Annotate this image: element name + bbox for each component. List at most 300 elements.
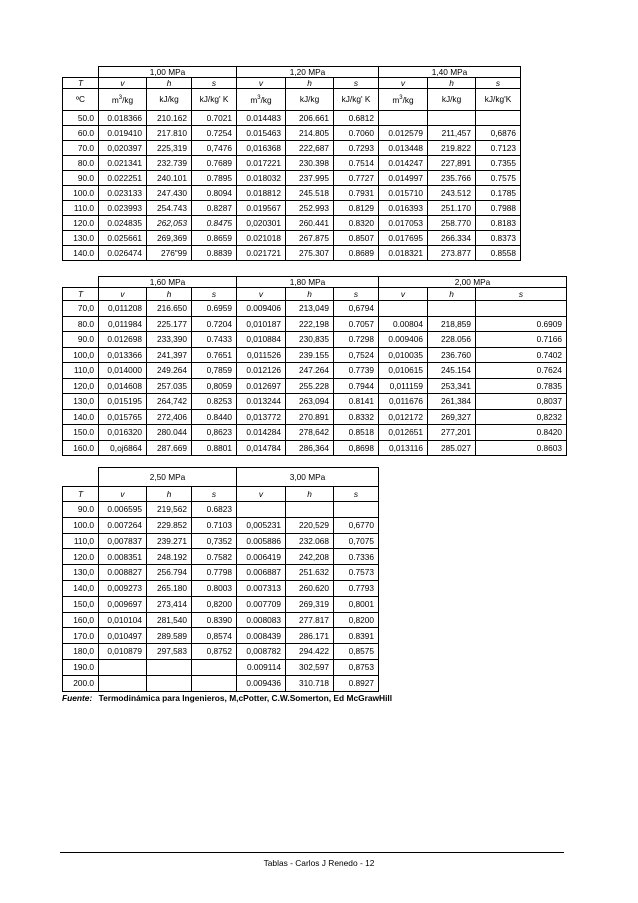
pressure-header: 2,00 MPa <box>379 277 567 288</box>
variable-label: s <box>192 487 237 502</box>
unit-label: kJ/kg <box>147 89 192 111</box>
source-text: Termodinámica para Ingenieros, M,cPotter, C.W.Somerton, Ed McGrawHill <box>98 693 393 703</box>
value-cell: 0,8001 <box>334 596 379 612</box>
value-cell: 251.170 <box>428 201 476 216</box>
value-cell: 0,oj6864 <box>99 440 147 456</box>
value-cell: 225.177 <box>147 316 192 332</box>
unit-label: ºC <box>63 89 99 111</box>
value-cell: 0.008439 <box>237 628 286 644</box>
table-row <box>63 409 567 425</box>
steam-table-2 <box>62 276 567 456</box>
value-cell: 253,341 <box>428 378 476 394</box>
unit-label: kJ/kg <box>286 89 334 111</box>
value-cell: 256.794 <box>147 565 192 581</box>
value-cell: 245.154 <box>428 363 476 379</box>
temperature-cell: 120,0 <box>63 378 99 394</box>
value-cell: 0.014284 <box>237 425 286 441</box>
value-cell: 297,583 <box>147 644 192 660</box>
value-cell <box>99 675 147 691</box>
value-cell: 286,364 <box>286 440 334 456</box>
value-cell: 264,742 <box>147 394 192 410</box>
value-cell: 239.155 <box>286 347 334 363</box>
value-cell: 0.1785 <box>476 186 521 201</box>
variable-label: h <box>286 288 334 301</box>
table-row <box>63 332 567 348</box>
value-cell: 0.014247 <box>379 156 428 171</box>
variable-label: h <box>147 288 192 301</box>
value-cell: 270.891 <box>286 409 334 425</box>
value-cell: 273.877 <box>428 246 476 261</box>
value-cell <box>379 111 428 126</box>
table-row <box>63 301 567 317</box>
value-cell: 0,010497 <box>99 628 147 644</box>
variable-label: s <box>192 78 237 89</box>
variable-label: v <box>99 78 147 89</box>
variable-label: h <box>428 78 476 89</box>
value-cell: 0.8927 <box>334 675 379 691</box>
value-cell: 0,014784 <box>237 440 286 456</box>
value-cell: 0,016368 <box>237 141 286 156</box>
value-cell: 0.7624 <box>476 363 567 379</box>
value-cell: 260.620 <box>286 580 334 596</box>
temperature-cell: 170.0 <box>63 628 99 644</box>
value-cell: 0.8420 <box>476 425 567 441</box>
value-cell: 0.8518 <box>334 425 379 441</box>
value-cell: 0.8391 <box>334 628 379 644</box>
value-cell: 241,397 <box>147 347 192 363</box>
value-cell: 0.8558 <box>476 246 521 261</box>
value-cell: 0.021721 <box>237 246 286 261</box>
value-cell: 206.661 <box>286 111 334 126</box>
value-cell: 0.8183 <box>476 216 521 231</box>
value-cell: 0,7524 <box>334 347 379 363</box>
value-cell <box>476 301 567 317</box>
temperature-cell: 120.0 <box>63 549 99 565</box>
value-cell: 0,7352 <box>192 533 237 549</box>
value-cell <box>286 502 334 518</box>
value-cell: 0.7514 <box>334 156 379 171</box>
variable-label: s <box>334 288 379 301</box>
value-cell: 0,8574 <box>192 628 237 644</box>
value-cell: 225,319 <box>147 141 192 156</box>
variable-label: h <box>286 78 334 89</box>
temperature-cell: 160.0 <box>63 440 99 456</box>
value-cell: 0,020301 <box>237 216 286 231</box>
value-cell: 0,010615 <box>379 363 428 379</box>
value-cell: 0,6794 <box>334 301 379 317</box>
value-cell <box>334 502 379 518</box>
value-cell: 0,010884 <box>237 332 286 348</box>
value-cell: 0.7944 <box>334 378 379 394</box>
unit-label: $m^3/kg$ <box>379 89 428 111</box>
value-cell: 0.013448 <box>379 141 428 156</box>
value-cell: 240.101 <box>147 171 192 186</box>
temperature-cell: 140.0 <box>63 246 99 261</box>
value-cell: 247.264 <box>286 363 334 379</box>
value-cell: 0,013366 <box>99 347 147 363</box>
value-cell: 0.7123 <box>476 141 521 156</box>
value-cell: 0,011208 <box>99 301 147 317</box>
value-cell: 0.7402 <box>476 347 567 363</box>
variable-label: v <box>237 288 286 301</box>
value-cell: 0.7355 <box>476 156 521 171</box>
value-cell: 0.8659 <box>192 231 237 246</box>
unit-label: $m^3/kg$ <box>237 89 286 111</box>
value-cell: 261,384 <box>428 394 476 410</box>
value-cell: 228.056 <box>428 332 476 348</box>
table-row <box>63 186 521 201</box>
temperature-cell: 190.0 <box>63 659 99 675</box>
value-cell: 0,7859 <box>192 363 237 379</box>
value-cell: 232.068 <box>286 533 334 549</box>
temperature-cell: 120.0 <box>63 216 99 231</box>
temperature-cell: 130,0 <box>63 565 99 581</box>
temperature-cell: 130.0 <box>63 231 99 246</box>
temperature-cell: 180,0 <box>63 644 99 660</box>
value-cell: 0.012126 <box>237 363 286 379</box>
value-cell <box>99 659 147 675</box>
variable-label: h <box>428 288 476 301</box>
value-cell: 277,201 <box>428 425 476 441</box>
value-cell: 0,011676 <box>379 394 428 410</box>
value-cell: 0,016320 <box>99 425 147 441</box>
value-cell: 302,597 <box>286 659 334 675</box>
table-row <box>63 580 379 596</box>
value-cell: 0.6823 <box>192 502 237 518</box>
table-row <box>63 533 379 549</box>
value-cell: 0.007264 <box>99 517 147 533</box>
value-cell: 0.7739 <box>334 363 379 379</box>
variable-label: s <box>476 288 567 301</box>
steam-table-3 <box>62 467 379 692</box>
temperature-cell: 70.0 <box>63 141 99 156</box>
value-cell: 0,005231 <box>237 517 286 533</box>
value-cell: 248.192 <box>147 549 192 565</box>
variable-label: h <box>147 78 192 89</box>
value-cell: 0.8373 <box>476 231 521 246</box>
value-cell: 0.018812 <box>237 186 286 201</box>
source-label: Fuente: <box>62 693 93 703</box>
page-footer: Tablas - Carlos J Renedo - 12 <box>263 858 375 868</box>
value-cell: 0.019410 <box>99 126 147 141</box>
value-cell: 0.8689 <box>334 246 379 261</box>
variable-label: v <box>237 487 286 502</box>
table-row <box>63 141 521 156</box>
value-cell: 0.8141 <box>334 394 379 410</box>
value-cell: 0.8320 <box>334 216 379 231</box>
value-cell: 0.026474 <box>99 246 147 261</box>
temperature-cell: 70,0 <box>63 301 99 317</box>
value-cell: 245.518 <box>286 186 334 201</box>
value-cell: 0.018366 <box>99 111 147 126</box>
value-cell: 0.016393 <box>379 201 428 216</box>
value-cell: 0,8037 <box>476 394 567 410</box>
value-cell: 0,011526 <box>237 347 286 363</box>
value-cell: 0.022251 <box>99 171 147 186</box>
pressure-header: 1,80 MPa <box>237 277 379 288</box>
footer-divider <box>60 852 564 853</box>
value-cell: 0.7060 <box>334 126 379 141</box>
value-cell: 0.7293 <box>334 141 379 156</box>
value-cell: 0.6812 <box>334 111 379 126</box>
variable-label: h <box>147 487 192 502</box>
value-cell: 0,010104 <box>99 612 147 628</box>
value-cell: 0.8287 <box>192 201 237 216</box>
unit-label: $m^3/kg$ <box>99 89 147 111</box>
value-cell: 0.007709 <box>237 596 286 612</box>
value-cell: 278,642 <box>286 425 334 441</box>
value-cell: 0.7298 <box>334 332 379 348</box>
temperature-cell: 80.0 <box>63 316 99 332</box>
value-cell: 0,012651 <box>379 425 428 441</box>
value-cell: 0.8440 <box>192 409 237 425</box>
table-row <box>63 502 379 518</box>
value-cell: 0.8129 <box>334 201 379 216</box>
temperature-cell: 110,0 <box>63 533 99 549</box>
value-cell: 0,009273 <box>99 580 147 596</box>
value-cell: 0.019567 <box>237 201 286 216</box>
temperature-cell: 80.0 <box>63 156 99 171</box>
value-cell: 267.875 <box>286 231 334 246</box>
pressure-header-row <box>63 67 521 78</box>
variable-label: h <box>286 487 334 502</box>
value-cell <box>192 675 237 691</box>
value-cell: 0,015195 <box>99 394 147 410</box>
value-cell: 254.743 <box>147 201 192 216</box>
value-cell: 0,8200 <box>334 612 379 628</box>
value-cell: 265.180 <box>147 580 192 596</box>
value-cell: 0.7582 <box>192 549 237 565</box>
value-cell: 0,8623 <box>192 425 237 441</box>
value-cell: 0.8475 <box>192 216 237 231</box>
value-cell: 239.271 <box>147 533 192 549</box>
value-cell: 252.993 <box>286 201 334 216</box>
value-cell: 0.015463 <box>237 126 286 141</box>
value-cell: 235.766 <box>428 171 476 186</box>
table-row <box>63 201 521 216</box>
value-cell: 0.017221 <box>237 156 286 171</box>
value-cell: 0,015765 <box>99 409 147 425</box>
pressure-header: 3,00 MPa <box>237 468 379 487</box>
value-cell: 230.398 <box>286 156 334 171</box>
value-cell: 0.009406 <box>379 332 428 348</box>
value-cell: 210.162 <box>147 111 192 126</box>
value-cell: 0.006595 <box>99 502 147 518</box>
value-cell <box>379 301 428 317</box>
variable-label: s <box>334 78 379 89</box>
value-cell: 0.7575 <box>476 171 521 186</box>
value-cell: 275.307 <box>286 246 334 261</box>
value-cell: 0,009697 <box>99 596 147 612</box>
unit-label: kJ/kg' K <box>192 89 237 111</box>
value-cell: 255.228 <box>286 378 334 394</box>
value-cell: 0.023133 <box>99 186 147 201</box>
table-row <box>63 126 521 141</box>
value-cell: 0.012698 <box>99 332 147 348</box>
value-cell: 217.810 <box>147 126 192 141</box>
variable-header-row <box>63 487 379 502</box>
value-cell: 0.6959 <box>192 301 237 317</box>
value-cell: 0,8059 <box>192 378 237 394</box>
table-row <box>63 156 521 171</box>
value-cell: 0,011984 <box>99 316 147 332</box>
value-cell: 0.7651 <box>192 347 237 363</box>
temperature-cell: 100,0 <box>63 347 99 363</box>
value-cell: 0,6770 <box>334 517 379 533</box>
pressure-header-row <box>63 468 379 487</box>
unit-label: kJ/kg'K <box>476 89 521 111</box>
value-cell: 0.8332 <box>334 409 379 425</box>
value-cell: 281,540 <box>147 612 192 628</box>
value-cell <box>147 675 192 691</box>
table-row <box>63 425 567 441</box>
value-cell: 0,020397 <box>99 141 147 156</box>
value-cell: 280.044 <box>147 425 192 441</box>
value-cell: 0.018321 <box>379 246 428 261</box>
table-row <box>63 246 521 261</box>
value-cell: 266.334 <box>428 231 476 246</box>
pressure-header: 1,20 MPa <box>237 67 379 78</box>
value-cell: 222,198 <box>286 316 334 332</box>
value-cell: 0.7798 <box>192 565 237 581</box>
temperature-cell: 130,0 <box>63 394 99 410</box>
steam-table-1 <box>62 66 521 261</box>
value-cell: 257.035 <box>147 378 192 394</box>
table-row <box>63 347 567 363</box>
value-cell: 0,010035 <box>379 347 428 363</box>
table-row <box>63 549 379 565</box>
value-cell: 0.021341 <box>99 156 147 171</box>
value-cell: 269,319 <box>286 596 334 612</box>
value-cell: 0.8253 <box>192 394 237 410</box>
value-cell: 260.441 <box>286 216 334 231</box>
value-cell: 214.805 <box>286 126 334 141</box>
value-cell: 0.014997 <box>379 171 428 186</box>
temperature-cell: 110.0 <box>63 201 99 216</box>
unit-label: kJ/kg' K <box>334 89 379 111</box>
value-cell: 0,013772 <box>237 409 286 425</box>
value-cell: 230,835 <box>286 332 334 348</box>
variable-label: v <box>99 288 147 301</box>
value-cell: 0.8801 <box>192 440 237 456</box>
value-cell: 232.739 <box>147 156 192 171</box>
temperature-cell: 150,0 <box>63 596 99 612</box>
value-cell: 277.817 <box>286 612 334 628</box>
value-cell: 0.8094 <box>192 186 237 201</box>
table-row <box>63 517 379 533</box>
value-cell <box>428 301 476 317</box>
temperature-cell: 90.0 <box>63 171 99 186</box>
table-row <box>63 596 379 612</box>
value-cell: 219.822 <box>428 141 476 156</box>
value-cell: 233,390 <box>147 332 192 348</box>
temperature-cell: 140,0 <box>63 580 99 596</box>
table-row <box>63 171 521 186</box>
variable-label: T <box>63 288 99 301</box>
table-row <box>63 316 567 332</box>
value-cell: 0.023993 <box>99 201 147 216</box>
value-cell: 0.024835 <box>99 216 147 231</box>
value-cell: 294.422 <box>286 644 334 660</box>
value-cell: 0.7727 <box>334 171 379 186</box>
value-cell: 0.7988 <box>476 201 521 216</box>
value-cell: 272,406 <box>147 409 192 425</box>
value-cell: 251.632 <box>286 565 334 581</box>
value-cell: 227,891 <box>428 156 476 171</box>
table-row <box>63 440 567 456</box>
temperature-cell: 50.0 <box>63 111 99 126</box>
value-cell: 0.7931 <box>334 186 379 201</box>
temperature-cell: 150.0 <box>63 425 99 441</box>
temperature-cell: 110,0 <box>63 363 99 379</box>
pressure-header: 1,00 MPa <box>99 67 237 78</box>
value-cell: 0.7254 <box>192 126 237 141</box>
value-cell: 249.264 <box>147 363 192 379</box>
variable-label: s <box>192 288 237 301</box>
value-cell: 220,529 <box>286 517 334 533</box>
value-cell: 0.7057 <box>334 316 379 332</box>
value-cell: 0.008827 <box>99 565 147 581</box>
value-cell: 0,008782 <box>237 644 286 660</box>
value-cell: 0,014000 <box>99 363 147 379</box>
temperature-cell: 140.0 <box>63 409 99 425</box>
value-cell: 0.8390 <box>192 612 237 628</box>
temperature-cell: 100.0 <box>63 517 99 533</box>
table-row <box>63 363 567 379</box>
variable-label: v <box>379 78 428 89</box>
value-cell: 0.007313 <box>237 580 286 596</box>
value-cell: 0,7075 <box>334 533 379 549</box>
value-cell: 0.013244 <box>237 394 286 410</box>
value-cell: 0.7689 <box>192 156 237 171</box>
pressure-header: 1,60 MPa <box>99 277 237 288</box>
value-cell: 222,687 <box>286 141 334 156</box>
variable-header-row <box>63 78 521 89</box>
value-cell: 0.7166 <box>476 332 567 348</box>
value-cell: 243.512 <box>428 186 476 201</box>
table-row <box>63 644 379 660</box>
pressure-header-row <box>63 277 567 288</box>
value-cell <box>192 659 237 675</box>
value-cell <box>428 111 476 126</box>
variable-label: v <box>99 487 147 502</box>
table-row <box>63 659 379 675</box>
value-cell: 269,369 <box>147 231 192 246</box>
unit-label: kJ/kg <box>428 89 476 111</box>
value-cell: 0.8507 <box>334 231 379 246</box>
value-cell: 0.008351 <box>99 549 147 565</box>
value-cell: 0,010879 <box>99 644 147 660</box>
value-cell: 0,8753 <box>334 659 379 675</box>
value-cell: 218,859 <box>428 316 476 332</box>
value-cell: 0,011159 <box>379 378 428 394</box>
value-cell: 263,094 <box>286 394 334 410</box>
value-cell: 229.852 <box>147 517 192 533</box>
value-cell: 0.005886 <box>237 533 286 549</box>
value-cell: 287.669 <box>147 440 192 456</box>
source-citation <box>62 693 392 703</box>
value-cell: 247.430 <box>147 186 192 201</box>
value-cell: 289.589 <box>147 628 192 644</box>
value-cell: 0.021018 <box>237 231 286 246</box>
temperature-cell: 160,0 <box>63 612 99 628</box>
value-cell: 0.7573 <box>334 565 379 581</box>
value-cell: 236.760 <box>428 347 476 363</box>
value-cell <box>147 659 192 675</box>
value-cell: 0.7103 <box>192 517 237 533</box>
value-cell: 0.8603 <box>476 440 567 456</box>
value-cell: 0.025661 <box>99 231 147 246</box>
